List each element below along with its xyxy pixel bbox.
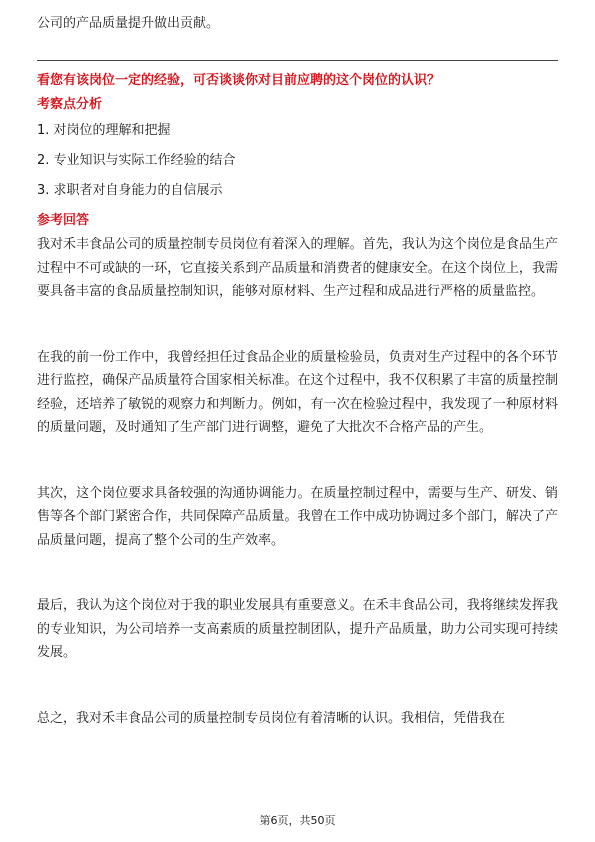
answer-paragraph: 最后，我认为这个岗位对于我的职业发展具有重要意义。在禾丰食品公司，我将继续发挥我的专业知识，为公司培养一支高素质的质量控制团队，提升产品质量，助力公司实现可持续发展。 bbox=[37, 598, 558, 660]
document-page bbox=[37, 14, 558, 730]
answer-paragraph: 我对禾丰食品公司的质量控制专员岗位有着深入的理解。首先，我认为这个岗位是食品生产过程中不可或缺的一环，它直接关系到产品质量和消费者的健康安全。在这个岗位上，我需要具备丰富的食品质量控制知识，能够对原材料、生产过程和成品进行严格的质量监控。 bbox=[37, 237, 558, 299]
page-number: 第6页，共50页 bbox=[259, 814, 336, 827]
answer-paragraph: 其次，这个岗位要求具备较强的沟通协调能力。在质量控制过程中，需要与生产、研发、销售等各个部门紧密合作，共同保障产品质量。我曾在工作中成功协调过多个部门，解决了产品质量问题，提高了整个公司的生产效率。 bbox=[37, 485, 558, 548]
answer-paragraph: 在我的前一份工作中，我曾经担任过食品企业的质量检验员，负责对生产过程中的各个环节进行监控，确保产品质量符合国家相关标准。在这个过程中，我不仅积累了丰富的质量控制经验，还培养了敏锐的观察力和判断力。例如，有一次在检验过程中，我发现了一种原材料的质量问题，及时通知了生产部门进行调整，避免了大批次不合格产品的产生。 bbox=[37, 349, 558, 435]
answer-paragraph: 总之，我对禾丰食品公司的质量控制专员岗位有着清晰的认识。我相信，凭借我在 bbox=[37, 710, 506, 726]
continuation-text: 公司的产品质量提升做出贡献。 bbox=[37, 16, 220, 31]
answer-heading: 参考回答 bbox=[37, 213, 90, 228]
analysis-point: 3. 求职者对自身能力的自信展示 bbox=[37, 183, 223, 198]
section-divider bbox=[37, 60, 558, 61]
analysis-point: 2. 专业知识与实际工作经验的结合 bbox=[37, 153, 236, 168]
analysis-point: 1. 对岗位的理解和把握 bbox=[37, 123, 171, 138]
analysis-heading: 考察点分析 bbox=[37, 97, 103, 112]
interview-question: 看您有该岗位一定的经验，可否谈谈你对目前应聘的这个岗位的认识？ bbox=[37, 73, 441, 88]
